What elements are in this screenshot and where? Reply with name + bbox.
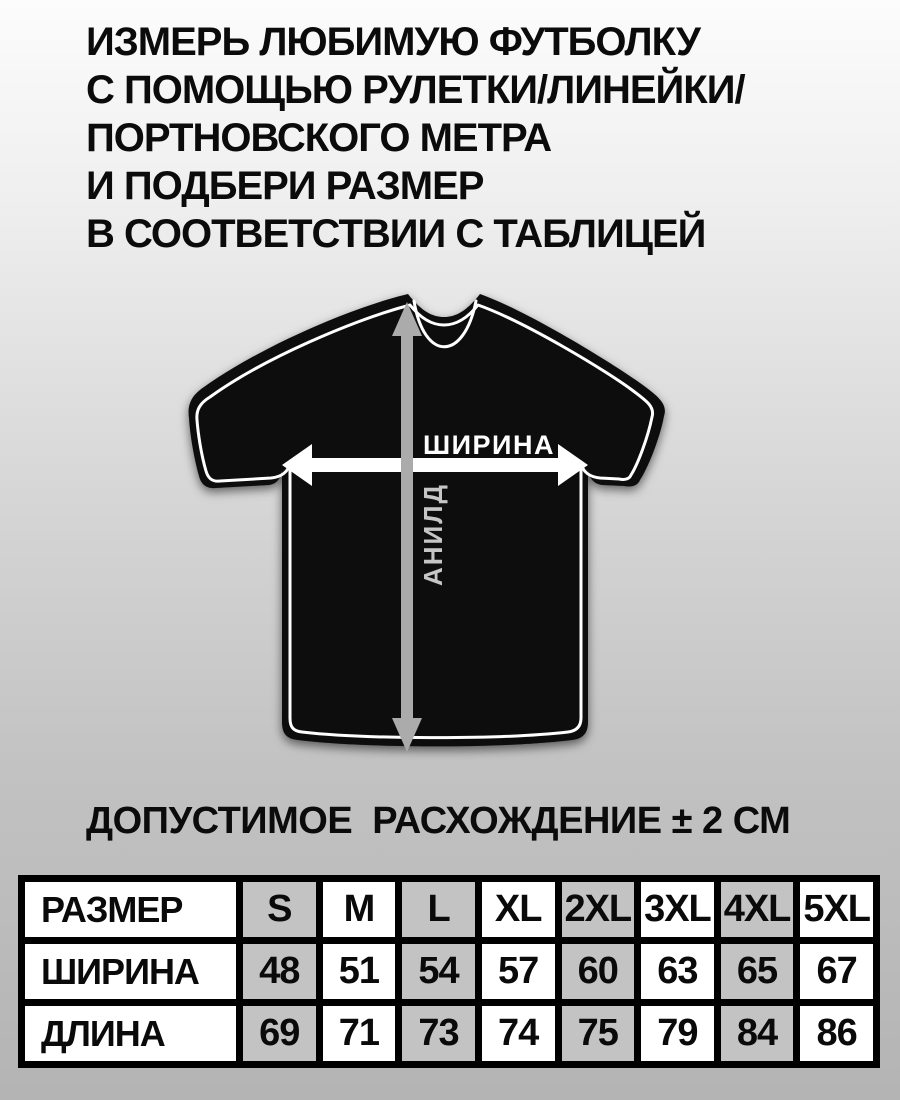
table-cell: 63 [638, 941, 718, 1003]
table-cell: XL [478, 879, 558, 941]
width-row [22, 941, 877, 1003]
table-cell: L [399, 879, 479, 941]
table-cell: 75 [558, 1003, 638, 1065]
table-row-label: ДЛИНА [22, 1003, 240, 1065]
table-cell: 48 [240, 941, 320, 1003]
table-cell: 60 [558, 941, 638, 1003]
instruction-line: И ПОДБЕРИ РАЗМЕР [86, 164, 484, 208]
instruction-line: С ПОМОЩЬЮ РУЛЕТКИ/ЛИНЕЙКИ/ [86, 68, 745, 112]
length-label: АНИЛД [418, 482, 448, 586]
table-cell: 5XL [797, 879, 877, 941]
table-cell: 74 [478, 1003, 558, 1065]
table-cell: 57 [478, 941, 558, 1003]
table-cell: 51 [319, 941, 399, 1003]
table-cell: 79 [638, 1003, 718, 1065]
tolerance-note: ДОПУСТИМОЕ РАСХОЖДЕНИЕ ± 2 СМ [86, 800, 791, 842]
table-cell: 86 [797, 1003, 877, 1065]
table-cell: 65 [717, 941, 797, 1003]
instruction-line: ПОРТНОВСКОГО МЕТРА [86, 116, 552, 160]
length-row [22, 1003, 877, 1065]
width-label: ШИРИНА [423, 430, 555, 460]
table-cell: M [319, 879, 399, 941]
table-cell: 2XL [558, 879, 638, 941]
table-cell: 84 [717, 1003, 797, 1065]
size-row [22, 879, 877, 941]
table-cell: 73 [399, 1003, 479, 1065]
table-cell: S [240, 879, 320, 941]
table-cell: 69 [240, 1003, 320, 1065]
table-cell: 4XL [717, 879, 797, 941]
instruction-line: ИЗМЕРЬ ЛЮБИМУЮ ФУТБОЛКУ [86, 20, 700, 64]
tshirt-svg [170, 270, 730, 810]
table-row-label: ШИРИНА [22, 941, 240, 1003]
instructions-text [86, 18, 745, 258]
table-cell: 71 [319, 1003, 399, 1065]
instruction-line: В СООТВЕТСТВИИ С ТАБЛИЦЕЙ [86, 212, 706, 256]
table-cell: 67 [797, 941, 877, 1003]
table-cell: 54 [399, 941, 479, 1003]
table-row-label: РАЗМЕР [22, 879, 240, 941]
table-cell: 3XL [638, 879, 718, 941]
tshirt-diagram [170, 270, 730, 810]
size-table [18, 875, 880, 1068]
